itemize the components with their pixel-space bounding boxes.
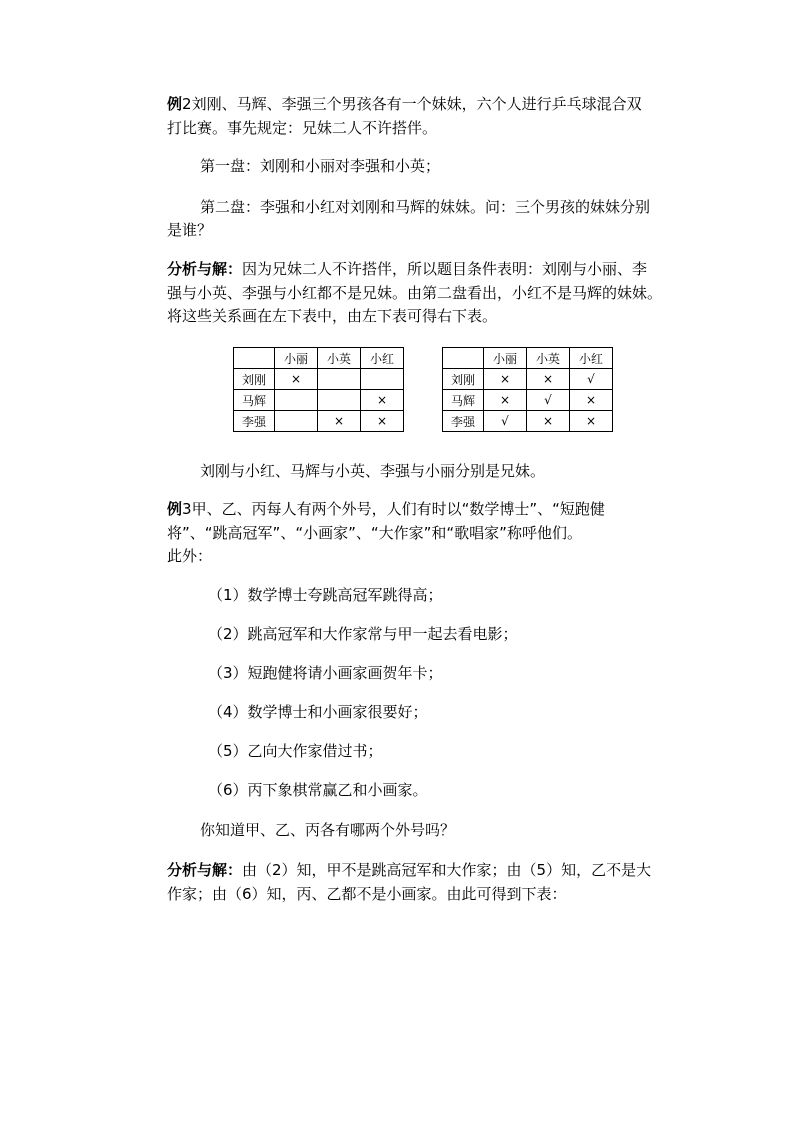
example3-label: 例 [167,500,183,518]
table-cell: √ [527,390,570,411]
condition-item: （2）跳高冠军和大作家常与甲一起去看电影； [208,625,518,643]
table-header-cell: 小红 [361,348,404,369]
table-row [234,390,404,411]
table-cell: × [527,411,570,432]
table-row [443,411,613,432]
round2-text: 第二盘：李强和小红对刘刚和马辉的妹妹。问：三个男孩的妹妹分别 [200,198,651,216]
table-row-label: 马辉 [234,390,275,411]
analysis2-label: 分析与解： [167,260,243,278]
table-cell: √ [484,411,527,432]
question3-text: 你知道甲、乙、丙各有哪两个外号吗？ [200,821,456,839]
analysis3-line2: 作家；由（6）知，丙、乙都不是小画家。由此可得到下表： [167,885,567,903]
analysis2-line3: 将这些关系画在左下表中，由左下表可得右下表。 [167,307,498,325]
table-cell [443,348,484,369]
analysis2-line2: 强与小英、李强与小红都不是兄妹。由第二盘看出，小红不是马辉的妹妹。 [167,284,663,302]
table-cell: × [361,390,404,411]
table-header-cell: 小英 [527,348,570,369]
table-cell: × [484,369,527,390]
round2-question: 是谁？ [167,221,213,239]
table-header-row [234,348,404,369]
analysis3-line1: 分析与解：由（2）知，甲不是跳高冠军和大作家；由（5）知，乙不是大 [167,861,652,879]
condition-item: （5）乙向大作家借过书； [208,742,383,760]
table-row-label: 李强 [234,411,275,432]
sibling-table-left [233,347,404,432]
round1-text: 第一盘：刘刚和小丽对李强和小英； [200,157,441,175]
example2-line1: 例2刘刚、马辉、李强三个男孩各有一个妹妹，六个人进行乒乓球混合双 [167,95,642,113]
condition-item: （3）短跑健将请小画家画贺年卡； [208,664,443,682]
table-cell [318,390,361,411]
table-header-row [443,348,613,369]
analysis2-line1: 分析与解：因为兄妹二人不许搭伴，所以题目条件表明：刘刚与小丽、李 [167,260,648,278]
example2-line2: 打比赛。事先规定：兄妹二人不许搭伴。 [167,119,438,137]
conclusion2-text: 刘刚与小红、马辉与小英、李强与小丽分别是兄妹。 [200,462,546,480]
table-cell: × [484,390,527,411]
condition-item: （1）数学博士夸跳高冠军跳得高； [208,586,443,604]
example3-number: 3 [182,500,192,518]
table-cell: × [275,369,318,390]
table-cell: × [527,369,570,390]
analysis3-label: 分析与解： [167,861,243,879]
condition-item: （6）丙下象棋常赢乙和小画家。 [208,781,428,799]
table-row [234,411,404,432]
table-header-cell: 小丽 [484,348,527,369]
example2-number: 2 [182,95,192,113]
table-cell [234,348,275,369]
table-cell [275,390,318,411]
table-row-label: 马辉 [443,390,484,411]
table-cell: × [570,411,613,432]
condition-item: （4）数学博士和小画家很要好； [208,703,428,721]
table-row [234,369,404,390]
sibling-table-right [442,347,613,432]
table-header-cell: 小红 [570,348,613,369]
table-row [443,369,613,390]
table-row-label: 刘刚 [443,369,484,390]
table-cell [361,369,404,390]
example3-line3: 此外： [167,547,213,565]
table-header-cell: 小丽 [275,348,318,369]
table-cell: × [570,390,613,411]
table-row [443,390,613,411]
table-cell [275,411,318,432]
table-row-label: 刘刚 [234,369,275,390]
table-cell [318,369,361,390]
table-cell: √ [570,369,613,390]
example3-line2: 将”、“跳高冠军”、“小画家”、“大作家”和“歌唱家”称呼他们。 [167,524,582,542]
example2-label: 例 [167,95,183,113]
table-cell: × [318,411,361,432]
example3-line1: 例3甲、乙、丙每人有两个外号，人们有时以“数学博士”、“短跑健 [167,500,605,518]
table-header-cell: 小英 [318,348,361,369]
table-row-label: 李强 [443,411,484,432]
table-cell: × [361,411,404,432]
